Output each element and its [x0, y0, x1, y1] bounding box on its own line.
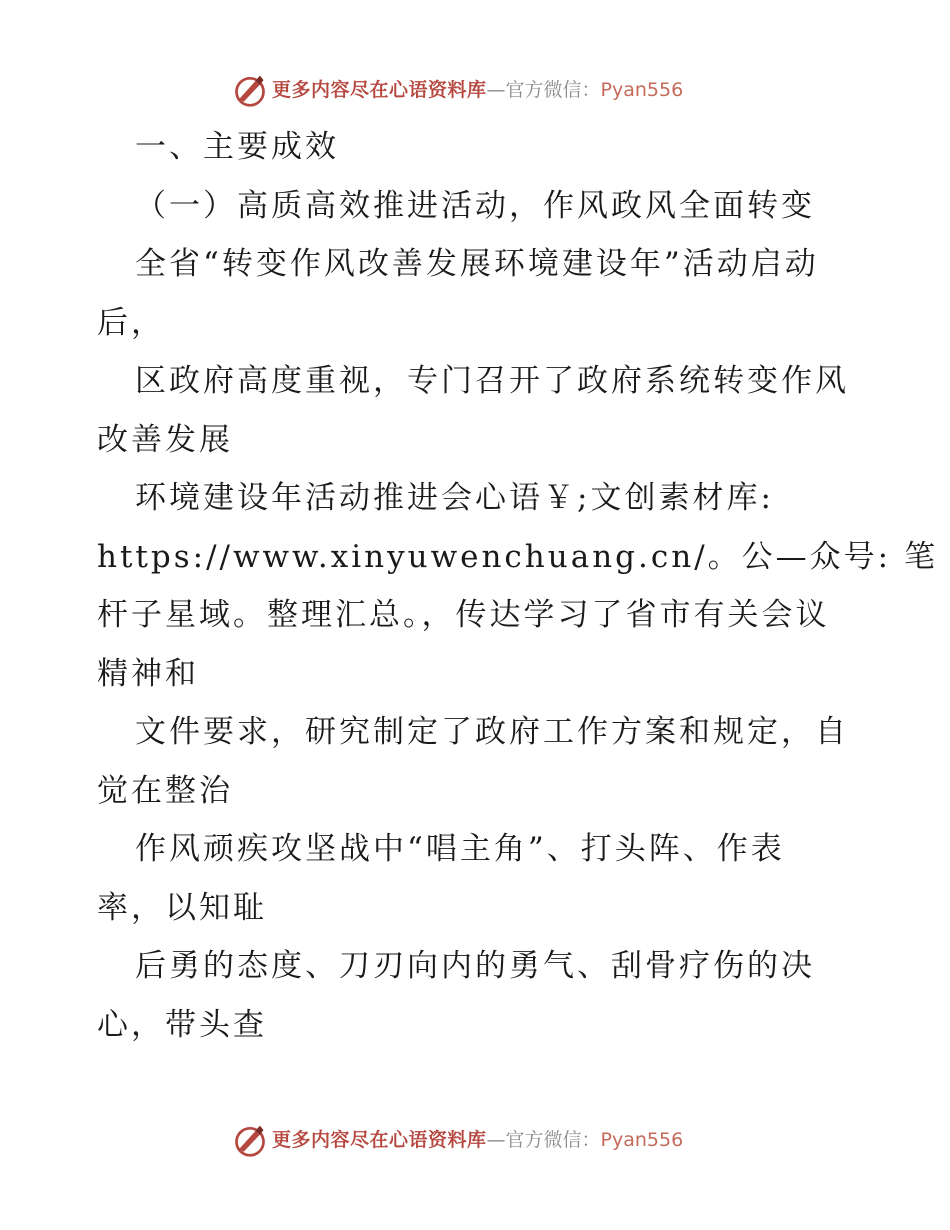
- banner-separator: —: [486, 78, 506, 101]
- paragraph-line: 作风顽疾攻坚战中“唱主角”、打头阵、作表: [135, 831, 785, 867]
- paragraph-line: 率，以知耻: [97, 889, 267, 926]
- subsection-heading: （一）高质高效推进活动，作风政风全面转变: [135, 187, 815, 224]
- paragraph-line: 环境建设年活动推进会心语￥;文创素材库:: [135, 480, 774, 516]
- pen-logo-icon: [232, 1122, 268, 1158]
- paragraph-line: 杆子星域。整理汇总。，传达学习了省市有关会议: [97, 597, 830, 633]
- paragraph-line: 改善发展: [97, 421, 233, 458]
- paragraph-line: 区政府高度重视，专门召开了政府系统转变作风: [135, 363, 849, 399]
- banner-wechat-label: 官方微信：: [505, 1128, 601, 1151]
- banner-title: 更多内容尽在心语资料库: [272, 1128, 487, 1151]
- header-banner: [232, 70, 683, 110]
- paragraph-line: https://www.xinyuwenchuang.cn/。公—众号: 笔: [97, 538, 938, 575]
- banner-title: 更多内容尽在心语资料库: [272, 78, 487, 101]
- banner-wechat-id: Pyan556: [600, 1128, 684, 1151]
- paragraph-line: 精神和: [97, 655, 199, 692]
- pen-logo-icon: [232, 72, 268, 108]
- banner-wechat-id: Pyan556: [600, 78, 684, 101]
- section-heading: 一、主要成效: [135, 129, 339, 165]
- paragraph-line: 文件要求，研究制定了政府工作方案和规定，自: [135, 714, 849, 750]
- banner-wechat-label: 官方微信：: [505, 78, 601, 101]
- paragraph-line: 觉在整治: [97, 772, 233, 809]
- paragraph-line: 心，带头查: [97, 1006, 267, 1043]
- paragraph-line: 后，: [97, 304, 165, 341]
- paragraph-line: 全省“转变作风改善发展环境建设年”活动启动: [135, 246, 819, 282]
- document-body: [97, 118, 938, 1054]
- footer-banner: [232, 1120, 683, 1160]
- paragraph-line: 后勇的态度、刀刃向内的勇气、刮骨疗伤的决: [135, 948, 815, 984]
- banner-separator: —: [486, 1128, 506, 1151]
